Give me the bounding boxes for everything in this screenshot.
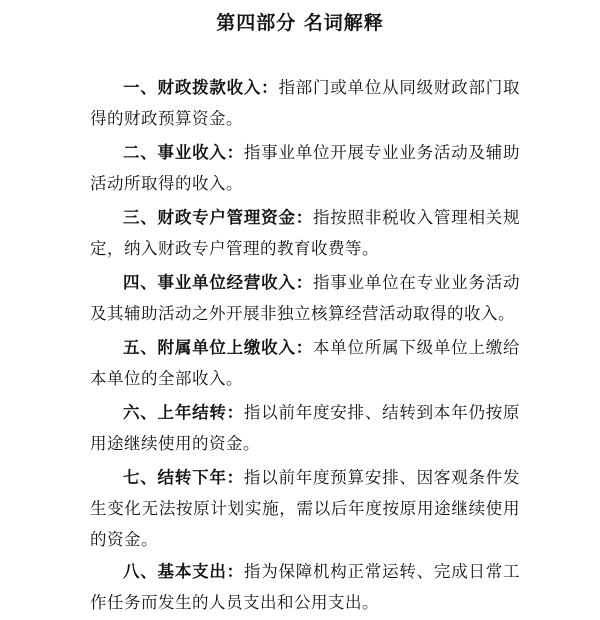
definition-paragraph-1 xyxy=(90,72,520,134)
definition-paragraph-7 xyxy=(90,462,520,555)
term-definition: 指按照非税收入管理相关规定，纳入财政专户管理的教育收费等。 xyxy=(90,208,521,258)
definition-paragraph-5 xyxy=(90,332,520,394)
term-label: 六、上年结转： xyxy=(123,403,244,422)
term-label: 三、财政专户管理资金： xyxy=(123,208,313,227)
term-definition: 指事业单位在专业业务活动及其辅助活动之外开展非独立核算经营活动取得的收入。 xyxy=(90,273,521,323)
term-definition: 指以前年度预算安排、因客观条件发生变化无法按原计划实施，需以后年度按原用途继续使用的资金。 xyxy=(90,468,521,549)
definition-paragraph-2 xyxy=(90,137,520,199)
definition-paragraph-6 xyxy=(90,397,520,459)
definition-paragraph-3 xyxy=(90,202,520,264)
term-label: 四、事业单位经营收入： xyxy=(123,273,313,292)
term-label: 二、事业收入： xyxy=(123,143,244,162)
term-label: 一、财政拨款收入： xyxy=(123,78,279,97)
term-label: 八、基本支出： xyxy=(123,562,244,581)
term-label: 五、附属单位上缴收入： xyxy=(123,338,313,357)
term-definition: 指为保障机构正常运转、完成日常工作任务而发生的人员支出和公用支出。 xyxy=(90,562,521,612)
term-label: 七、结转下年： xyxy=(123,468,244,487)
term-definition: 指部门或单位从同级财政部门取得的财政预算资金。 xyxy=(90,78,521,128)
term-definition: 本单位所属下级单位上缴给本单位的全部收入。 xyxy=(90,338,521,388)
definition-paragraph-4 xyxy=(90,267,520,329)
page-title: 第四部分 名词解释 xyxy=(216,12,384,34)
term-definition: 指以前年度安排、结转到本年仍按原用途继续使用的资金。 xyxy=(90,403,521,453)
term-definition: 指事业单位开展专业业务活动及辅助活动所取得的收入。 xyxy=(90,143,521,193)
definition-paragraph-8 xyxy=(90,556,520,618)
